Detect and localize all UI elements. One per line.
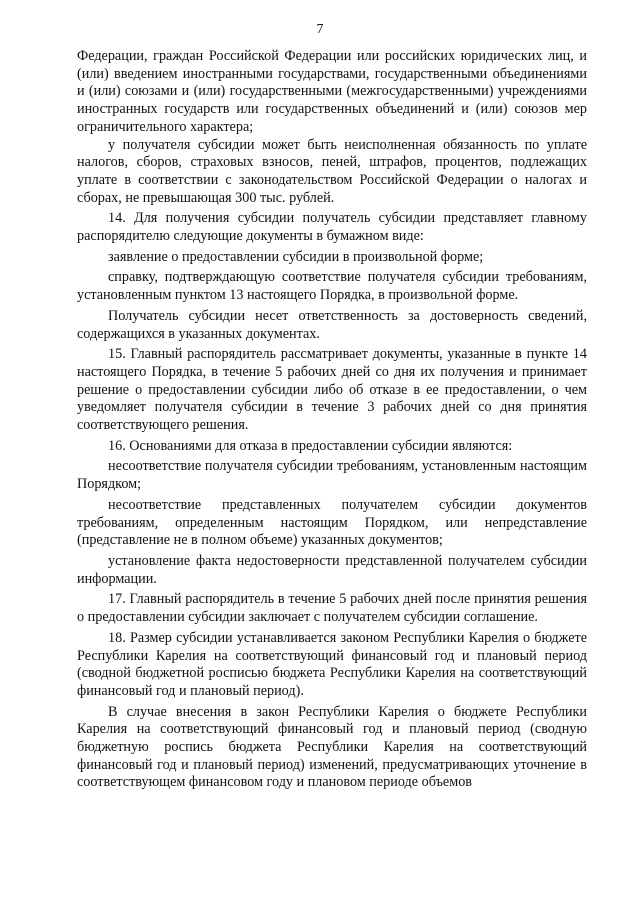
paragraph-documents-nonconformity: несоответствие представленных получателем субсидии документов требованиям, определенным настоящим Порядком, или непредставление (представление не в полном объеме) указанных документов; [77, 496, 587, 549]
document-body [77, 48, 587, 792]
paragraph-budget-changes: В случае внесения в закон Республики Карелия о бюджете Республики Карелия на соответствующий финансовый год и плановый период (сводную бюджетную роспись бюджета Республики Карелия на соответствующий финансовый год и плановый период) изменений, предусматривающих уточнение в соответствующем финансовом году и плановом периоде объемов [77, 703, 587, 791]
paragraph-nonconformity: несоответствие получателя субсидии требованиям, установленным настоящим Порядком; [77, 458, 587, 493]
paragraph-tax-debt: у получателя субсидии может быть неисполненная обязанность по уплате налогов, сборов, страховых взносов, пеней, штрафов, процентов, подлежащих уплате в соответствии с законодательством Российской Федерации о налогах и сборах, не превышающая 300 тыс. рублей. [77, 136, 587, 206]
paragraph-certificate: справку, подтверждающую соответствие получателя субсидии требованиям, установленным пунктом 13 настоящего Порядка, в произвольной форме. [77, 269, 587, 304]
paragraph-15: 15. Главный распорядитель рассматривает документы, указанные в пункте 14 настоящего Порядка, в течение 5 рабочих дней со дня их получения и принимает решение о предоставлении субсидии либо об отказе в ее предоставлении, о чем уведомляет получателя субсидии в течение 3 рабочих дней со дня принятия соответствующего решения. [77, 346, 587, 434]
paragraph-18: 18. Размер субсидии устанавливается законом Республики Карелия о бюджете Республики Карелия на соответствующий финансовый год и плановый период (сводной бюджетной росписью бюджета Республики Карелия на соответствующий финансовый год и плановый период). [77, 629, 587, 699]
paragraph-continuation: Федерации, граждан Российской Федерации или российских юридических лиц, и (или) введением иностранными государствами, государственными объединениями и (или) союзами и (или) государственными (межгосударственными) учреждениями иностранных государств или государственных объединений и (или) союзов мер ограничительного характера; [77, 48, 587, 135]
paragraph-14: 14. Для получения субсидии получатель субсидии представляет главному распорядителю следующие документы в бумажном виде: [77, 210, 587, 245]
paragraph-false-information: установление факта недостоверности представленной получателем субсидии информации. [77, 552, 587, 587]
paragraph-responsibility: Получатель субсидии несет ответственность за достоверность сведений, содержащихся в указанных документах. [77, 307, 587, 342]
paragraph-16: 16. Основаниями для отказа в предоставлении субсидии являются: [108, 437, 513, 454]
page-number: 7 [316, 22, 324, 37]
paragraph-application: заявление о предоставлении субсидии в произвольной форме; [108, 248, 484, 265]
paragraph-17: 17. Главный распорядитель в течение 5 рабочих дней после принятия решения о предоставлении субсидии заключает с получателем субсидии соглашение. [77, 591, 587, 626]
